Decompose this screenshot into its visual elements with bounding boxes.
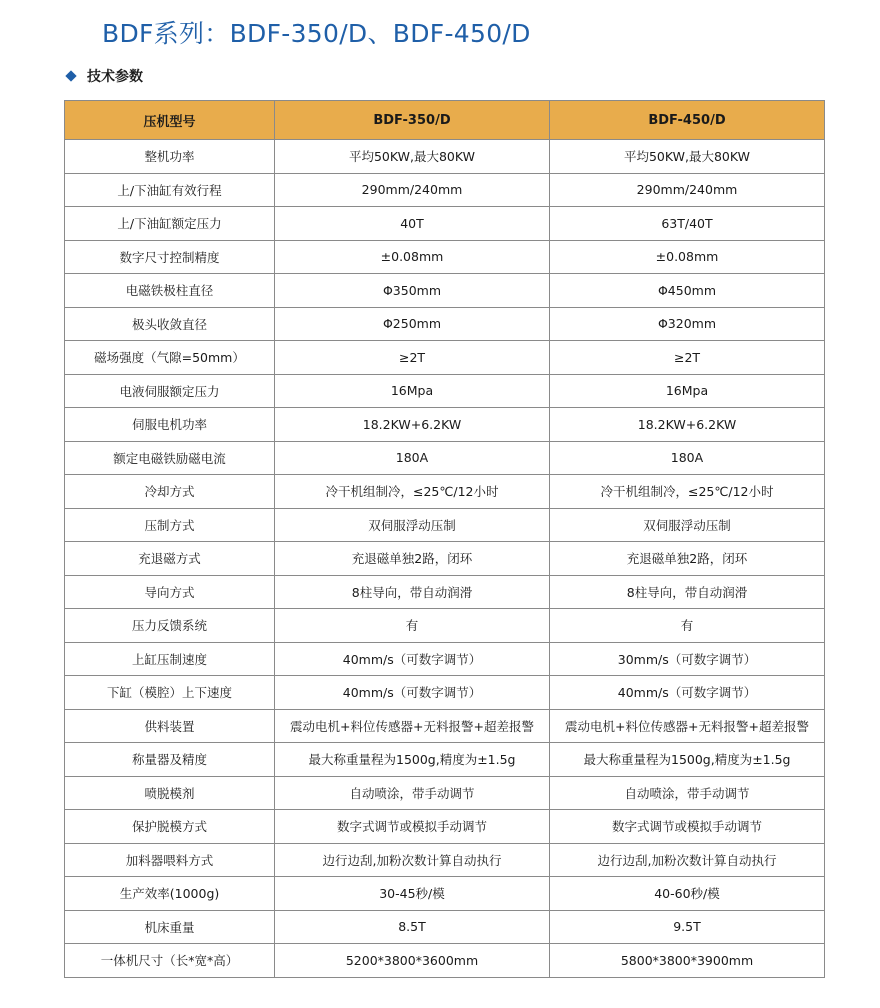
row-label-cell: 保护脱模方式 bbox=[65, 810, 275, 844]
table-row bbox=[65, 944, 825, 978]
bdf450-value-cell: Φ320mm bbox=[550, 307, 825, 341]
row-label-cell: 压制方式 bbox=[65, 508, 275, 542]
bdf350-value-cell: 冷干机组制冷，≤25℃/12小时 bbox=[275, 475, 550, 509]
row-label-cell: 磁场强度（气隙=50mm） bbox=[65, 341, 275, 375]
bdf350-value-cell: 边行边刮,加粉次数计算自动执行 bbox=[275, 843, 550, 877]
bdf450-value-cell: 180A bbox=[550, 441, 825, 475]
table-row bbox=[65, 274, 825, 308]
bdf450-value-cell: 最大称重量程为1500g,精度为±1.5g bbox=[550, 743, 825, 777]
row-label-cell: 机床重量 bbox=[65, 910, 275, 944]
table-row bbox=[65, 240, 825, 274]
bdf350-value-cell: 40T bbox=[275, 207, 550, 241]
bdf350-value-cell: 16Mpa bbox=[275, 374, 550, 408]
bdf350-value-cell: 数字式调节或模拟手动调节 bbox=[275, 810, 550, 844]
table-row bbox=[65, 877, 825, 911]
table-row bbox=[65, 843, 825, 877]
table-row bbox=[65, 408, 825, 442]
table-row bbox=[65, 173, 825, 207]
row-label-cell: 下缸（模腔）上下速度 bbox=[65, 676, 275, 710]
header-cell-bdf450: BDF-450/D bbox=[550, 101, 825, 140]
bdf450-value-cell: 有 bbox=[550, 609, 825, 643]
table-row bbox=[65, 743, 825, 777]
table-row bbox=[65, 810, 825, 844]
bdf350-value-cell: 5200*3800*3600mm bbox=[275, 944, 550, 978]
bdf350-value-cell: 最大称重量程为1500g,精度为±1.5g bbox=[275, 743, 550, 777]
bdf450-value-cell: 自动喷涂，带手动调节 bbox=[550, 776, 825, 810]
section-heading bbox=[64, 66, 143, 86]
row-label-cell: 加料器喂料方式 bbox=[65, 843, 275, 877]
row-label-cell: 电磁铁极柱直径 bbox=[65, 274, 275, 308]
bdf450-value-cell: 5800*3800*3900mm bbox=[550, 944, 825, 978]
table-header-row bbox=[65, 101, 825, 140]
bdf450-value-cell: 63T/40T bbox=[550, 207, 825, 241]
bdf450-value-cell: ±0.08mm bbox=[550, 240, 825, 274]
row-label-cell: 整机功率 bbox=[65, 140, 275, 174]
table-row bbox=[65, 341, 825, 375]
section-heading-label: 技术参数 bbox=[87, 69, 143, 85]
row-label-cell: 称量器及精度 bbox=[65, 743, 275, 777]
table-row bbox=[65, 207, 825, 241]
row-label-cell: 导向方式 bbox=[65, 575, 275, 609]
row-label-cell: 额定电磁铁励磁电流 bbox=[65, 441, 275, 475]
row-label-cell: 上/下油缸额定压力 bbox=[65, 207, 275, 241]
row-label-cell: 喷脱模剂 bbox=[65, 776, 275, 810]
table-row bbox=[65, 475, 825, 509]
bdf350-value-cell: 双伺服浮动压制 bbox=[275, 508, 550, 542]
bdf350-value-cell: 震动电机+料位传感器+无料报警+超差报警 bbox=[275, 709, 550, 743]
bdf450-value-cell: 16Mpa bbox=[550, 374, 825, 408]
bdf350-value-cell: 40mm/s（可数字调节） bbox=[275, 676, 550, 710]
bdf350-value-cell: 40mm/s（可数字调节） bbox=[275, 642, 550, 676]
table-row bbox=[65, 609, 825, 643]
header-cell-bdf350: BDF-350/D bbox=[275, 101, 550, 140]
table-row bbox=[65, 542, 825, 576]
table-row bbox=[65, 676, 825, 710]
bdf350-value-cell: Φ250mm bbox=[275, 307, 550, 341]
bdf350-value-cell: 充退磁单独2路，闭环 bbox=[275, 542, 550, 576]
table-row bbox=[65, 508, 825, 542]
table-row bbox=[65, 910, 825, 944]
row-label-cell: 冷却方式 bbox=[65, 475, 275, 509]
row-label-cell: 上缸压制速度 bbox=[65, 642, 275, 676]
bdf450-value-cell: 9.5T bbox=[550, 910, 825, 944]
bdf450-value-cell: 290mm/240mm bbox=[550, 173, 825, 207]
bdf350-value-cell: 8.5T bbox=[275, 910, 550, 944]
bdf450-value-cell: 30mm/s（可数字调节） bbox=[550, 642, 825, 676]
table-row bbox=[65, 441, 825, 475]
row-label-cell: 数字尺寸控制精度 bbox=[65, 240, 275, 274]
row-label-cell: 压力反馈系统 bbox=[65, 609, 275, 643]
bdf350-value-cell: 30-45秒/模 bbox=[275, 877, 550, 911]
bdf450-value-cell: 充退磁单独2路，闭环 bbox=[550, 542, 825, 576]
bdf350-value-cell: 180A bbox=[275, 441, 550, 475]
bdf450-value-cell: 40-60秒/模 bbox=[550, 877, 825, 911]
spec-table bbox=[64, 100, 825, 978]
bdf350-value-cell: 有 bbox=[275, 609, 550, 643]
bdf350-value-cell: 18.2KW+6.2KW bbox=[275, 408, 550, 442]
table-row bbox=[65, 374, 825, 408]
bdf450-value-cell: 数字式调节或模拟手动调节 bbox=[550, 810, 825, 844]
row-label-cell: 一体机尺寸（长*宽*高） bbox=[65, 944, 275, 978]
bdf350-value-cell: 290mm/240mm bbox=[275, 173, 550, 207]
bdf450-value-cell: 双伺服浮动压制 bbox=[550, 508, 825, 542]
bdf350-value-cell: Φ350mm bbox=[275, 274, 550, 308]
table-row bbox=[65, 709, 825, 743]
table-row bbox=[65, 575, 825, 609]
bdf450-value-cell: 40mm/s（可数字调节） bbox=[550, 676, 825, 710]
row-label-cell: 供料装置 bbox=[65, 709, 275, 743]
bdf350-value-cell: 8柱导向，带自动润滑 bbox=[275, 575, 550, 609]
bdf450-value-cell: 边行边刮,加粉次数计算自动执行 bbox=[550, 843, 825, 877]
row-label-cell: 生产效率(1000g) bbox=[65, 877, 275, 911]
header-cell-model: 压机型号 bbox=[65, 101, 275, 140]
bdf450-value-cell: ≥2T bbox=[550, 341, 825, 375]
table-row bbox=[65, 140, 825, 174]
diamond-bullet-icon bbox=[65, 70, 76, 81]
table-row bbox=[65, 776, 825, 810]
row-label-cell: 上/下油缸有效行程 bbox=[65, 173, 275, 207]
row-label-cell: 充退磁方式 bbox=[65, 542, 275, 576]
row-label-cell: 极头收敛直径 bbox=[65, 307, 275, 341]
row-label-cell: 电液伺服额定压力 bbox=[65, 374, 275, 408]
table-row bbox=[65, 642, 825, 676]
page-title: BDF系列：BDF-350/D、BDF-450/D bbox=[102, 19, 531, 48]
table-body bbox=[65, 140, 825, 978]
bdf350-value-cell: ≥2T bbox=[275, 341, 550, 375]
bdf450-value-cell: Φ450mm bbox=[550, 274, 825, 308]
bdf350-value-cell: ±0.08mm bbox=[275, 240, 550, 274]
row-label-cell: 伺服电机功率 bbox=[65, 408, 275, 442]
bdf450-value-cell: 8柱导向，带自动润滑 bbox=[550, 575, 825, 609]
bdf350-value-cell: 自动喷涂，带手动调节 bbox=[275, 776, 550, 810]
bdf350-value-cell: 平均50KW,最大80KW bbox=[275, 140, 550, 174]
bdf450-value-cell: 平均50KW,最大80KW bbox=[550, 140, 825, 174]
bdf450-value-cell: 冷干机组制冷，≤25℃/12小时 bbox=[550, 475, 825, 509]
table-row bbox=[65, 307, 825, 341]
bdf450-value-cell: 震动电机+料位传感器+无料报警+超差报警 bbox=[550, 709, 825, 743]
bdf450-value-cell: 18.2KW+6.2KW bbox=[550, 408, 825, 442]
